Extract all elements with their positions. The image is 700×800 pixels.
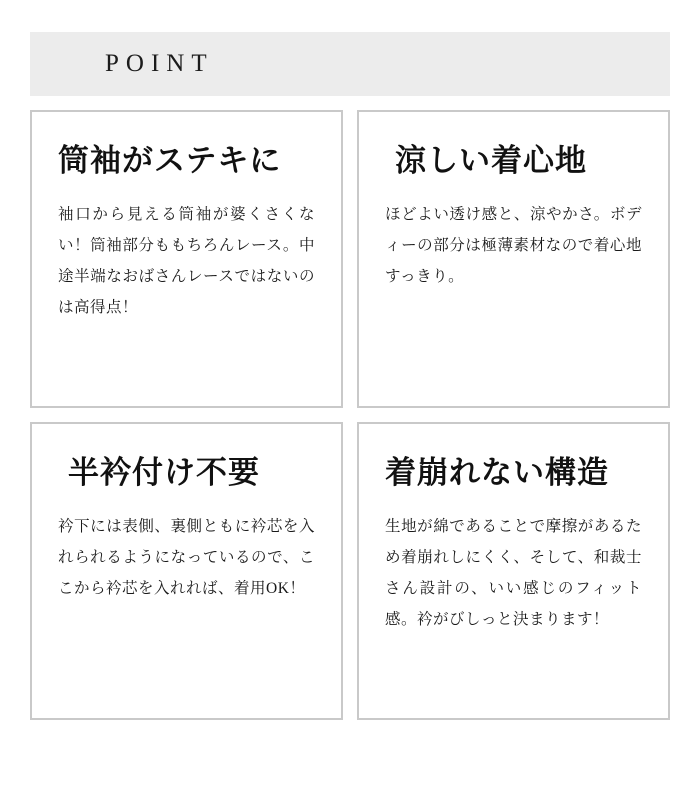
page-title: POINT xyxy=(105,50,214,77)
point-card-body: 生地が綿であることで摩擦があるため着崩れしにくく、そして、和裁士さん設計の、いい感じのフィット感。衿がびしっと決まります！ xyxy=(385,518,642,629)
point-card xyxy=(357,422,670,720)
point-card xyxy=(357,110,670,408)
point-card-body: 袖口から見える筒袖が婆くさくない！筒袖部分ももちろんレース。中途半端なおばさんレースではないのは高得点！ xyxy=(58,206,315,317)
point-card-grid xyxy=(30,110,670,720)
point-card-title: 涼しい着心地 xyxy=(395,143,587,178)
point-card-body: 衿下には表側、裏側ともに衿芯を入れられるようになっているので、ここから衿芯を入れれば、着用OK！ xyxy=(58,518,315,598)
point-card-title: 筒袖がステキに xyxy=(58,143,282,178)
point-card xyxy=(30,422,343,720)
point-header-band xyxy=(30,32,670,96)
point-card-title: 着崩れない構造 xyxy=(385,455,609,490)
point-card-title: 半衿付け不要 xyxy=(68,455,260,490)
point-card xyxy=(30,110,343,408)
point-card-body: ほどよい透け感と、涼やかさ。ボディーの部分は極薄素材なので着心地すっきり。 xyxy=(385,206,642,286)
